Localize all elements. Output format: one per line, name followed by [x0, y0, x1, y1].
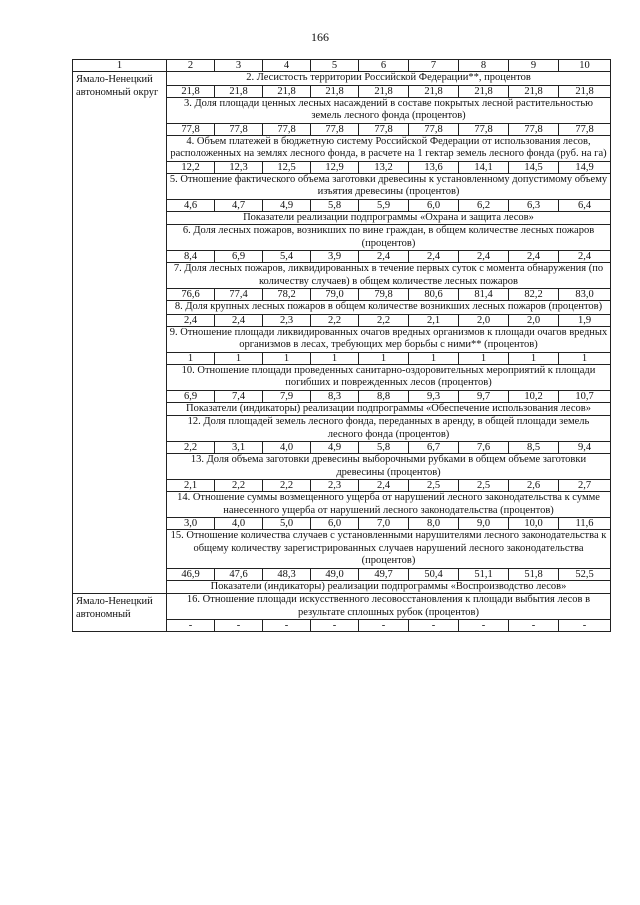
value-cell: 7,6: [459, 442, 509, 454]
section-title: 9. Отношение площади ликвидированных очагов вредных организмов к площади очагов вредных организмов в лесах, требующих мер борьбы с ними** (процентов): [167, 326, 611, 352]
value-cell: 77,8: [263, 123, 311, 135]
header-cell: 9: [509, 60, 559, 72]
region-cell: [73, 594, 167, 632]
value-cell: 46,9: [167, 568, 215, 580]
value-cell: 6,2: [459, 199, 509, 211]
value-cell: 5,4: [263, 251, 311, 263]
value-cell: 2,1: [409, 314, 459, 326]
section-title: 13. Доля объема заготовки древесины выборочными рубками в общем объеме заготовки древесины (процентов): [167, 454, 611, 480]
value-cell: 2,3: [311, 480, 359, 492]
value-cell: 7,9: [263, 390, 311, 402]
value-cell: 48,3: [263, 568, 311, 580]
value-cell: 2,2: [167, 442, 215, 454]
value-cell: 79,0: [311, 289, 359, 301]
value-cell: 13,2: [359, 161, 409, 173]
header-cell: 8: [459, 60, 509, 72]
value-cell: 52,5: [559, 568, 611, 580]
section-title-row: [73, 594, 611, 620]
value-cell: -: [559, 620, 611, 632]
value-cell: 2,0: [509, 314, 559, 326]
value-cell: 1: [509, 352, 559, 364]
value-cell: 2,2: [215, 480, 263, 492]
value-cell: 21,8: [509, 85, 559, 97]
header-cell: 4: [263, 60, 311, 72]
value-cell: -: [509, 620, 559, 632]
value-cell: 14,1: [459, 161, 509, 173]
value-cell: 21,8: [459, 85, 509, 97]
header-cell: 10: [559, 60, 611, 72]
value-cell: 14,9: [559, 161, 611, 173]
value-cell: 21,8: [311, 85, 359, 97]
value-cell: 50,4: [409, 568, 459, 580]
value-cell: 21,8: [263, 85, 311, 97]
value-cell: 6,4: [559, 199, 611, 211]
section-title: 7. Доля лесных пожаров, ликвидированных в течение первых суток с момента обнаружения (по количеству случаев) в общем количестве лесных пожаров: [167, 263, 611, 289]
value-cell: 51,1: [459, 568, 509, 580]
section-title: 8. Доля крупных лесных пожаров в общем количестве возникших лесных пожаров (процентов): [167, 301, 611, 315]
value-cell: 2,1: [167, 480, 215, 492]
value-cell: 2,5: [409, 480, 459, 492]
header-cell: 1: [73, 60, 167, 72]
value-cell: 21,8: [215, 85, 263, 97]
value-cell: 6,9: [167, 390, 215, 402]
value-cell: 4,9: [263, 199, 311, 211]
region-cell: [73, 72, 167, 442]
value-cell: 2,3: [263, 314, 311, 326]
value-cell: 8,8: [359, 390, 409, 402]
value-cell: 6,9: [215, 251, 263, 263]
value-cell: 1: [215, 352, 263, 364]
value-cell: 76,6: [167, 289, 215, 301]
value-cell: 7,4: [215, 390, 263, 402]
value-cell: 2,4: [409, 251, 459, 263]
value-cell: 77,8: [459, 123, 509, 135]
section-title: Показатели реализации подпрограммы «Охрана и защита лесов»: [167, 211, 611, 225]
header-cell: 5: [311, 60, 359, 72]
value-cell: 77,8: [215, 123, 263, 135]
value-cell: 49,7: [359, 568, 409, 580]
value-cell: 3,0: [167, 518, 215, 530]
value-cell: 14,5: [509, 161, 559, 173]
value-cell: 21,8: [167, 85, 215, 97]
value-cell: 9,7: [459, 390, 509, 402]
value-cell: 2,4: [559, 251, 611, 263]
value-cell: 81,4: [459, 289, 509, 301]
value-cell: 12,9: [311, 161, 359, 173]
value-cell: 79,8: [359, 289, 409, 301]
value-cell: 8,3: [311, 390, 359, 402]
value-cell: 83,0: [559, 289, 611, 301]
section-title: 6. Доля лесных пожаров, возникших по вине граждан, в общем количестве лесных пожаров (процентов): [167, 225, 611, 251]
page-number: 166: [311, 30, 329, 44]
section-title: 4. Объем платежей в бюджетную систему Российской Федерации от использования лесов, расположенных на землях лесного фонда, в расчете на 1 гектар земель лесного фонда (руб. на га): [167, 135, 611, 161]
value-cell: 1: [311, 352, 359, 364]
value-cell: 5,9: [359, 199, 409, 211]
section-title: 16. Отношение площади искусственного лесовосстановления к площади выбытия лесов в результате сплошных рубок (процентов): [167, 594, 611, 620]
value-cell: 6,0: [311, 518, 359, 530]
value-cell: 1: [359, 352, 409, 364]
value-cell: 21,8: [559, 85, 611, 97]
value-cell: 10,0: [509, 518, 559, 530]
value-cell: 6,0: [409, 199, 459, 211]
value-cell: 9,0: [459, 518, 509, 530]
value-cell: 77,8: [509, 123, 559, 135]
value-cell: 2,2: [359, 314, 409, 326]
value-cell: 2,4: [167, 314, 215, 326]
value-cell: 4,7: [215, 199, 263, 211]
value-cell: 9,4: [559, 442, 611, 454]
section-title-row: [73, 72, 611, 86]
section-title: 12. Доля площадей земель лесного фонда, переданных в аренду, в общей площади земель лесного фонда (процентов): [167, 416, 611, 442]
value-cell: 10,7: [559, 390, 611, 402]
value-cell: 8,4: [167, 251, 215, 263]
value-cell: 3,1: [215, 442, 263, 454]
table-header-row: [73, 60, 611, 72]
value-cell: 1: [459, 352, 509, 364]
value-cell: 8,0: [409, 518, 459, 530]
value-cell: 2,4: [359, 480, 409, 492]
value-cell: 2,4: [359, 251, 409, 263]
header-cell: 3: [215, 60, 263, 72]
value-cell: 4,6: [167, 199, 215, 211]
header-cell: 7: [409, 60, 459, 72]
value-cell: 5,0: [263, 518, 311, 530]
value-cell: 1: [409, 352, 459, 364]
value-cell: 77,8: [311, 123, 359, 135]
value-cell: 9,3: [409, 390, 459, 402]
indicator-table: [72, 59, 610, 632]
value-cell: 4,0: [215, 518, 263, 530]
section-title: 15. Отношение количества случаев с установленными нарушителями лесного законодательства к общему количеству зарегистрированных случаев нарушений лесного законодательства (процентов): [167, 530, 611, 569]
value-cell: 2,4: [509, 251, 559, 263]
header-cell: 2: [167, 60, 215, 72]
value-cell: 2,2: [311, 314, 359, 326]
section-title: 3. Доля площади ценных лесных насаждений в составе покрытых лесной растительностью земель лесного фонда (процентов): [167, 97, 611, 123]
value-cell: 82,2: [509, 289, 559, 301]
value-cell: 78,2: [263, 289, 311, 301]
value-cell: -: [459, 620, 509, 632]
value-cell: 6,7: [409, 442, 459, 454]
value-cell: 21,8: [409, 85, 459, 97]
value-cell: 4,0: [263, 442, 311, 454]
value-cell: 2,4: [215, 314, 263, 326]
value-cell: 5,8: [359, 442, 409, 454]
value-cell: 10,2: [509, 390, 559, 402]
value-cell: -: [359, 620, 409, 632]
value-cell: 1,9: [559, 314, 611, 326]
value-cell: 2,6: [509, 480, 559, 492]
value-cell: -: [263, 620, 311, 632]
value-cell: -: [167, 620, 215, 632]
region-label: Ямало-Ненецкий автономный округ: [76, 74, 159, 98]
values-row: [73, 442, 611, 454]
value-cell: 77,4: [215, 289, 263, 301]
value-cell: 12,3: [215, 161, 263, 173]
value-cell: 49,0: [311, 568, 359, 580]
value-cell: 3,9: [311, 251, 359, 263]
section-title: 5. Отношение фактического объема заготовки древесины к установленному допустимому объему изъятия древесины (процентов): [167, 173, 611, 199]
value-cell: 2,4: [459, 251, 509, 263]
value-cell: 51,8: [509, 568, 559, 580]
section-title: Показатели (индикаторы) реализации подпрограммы «Обеспечение использования лесов»: [167, 402, 611, 416]
value-cell: 4,9: [311, 442, 359, 454]
value-cell: 8,5: [509, 442, 559, 454]
value-cell: 12,2: [167, 161, 215, 173]
value-cell: 80,6: [409, 289, 459, 301]
value-cell: 77,8: [167, 123, 215, 135]
value-cell: 12,5: [263, 161, 311, 173]
value-cell: 2,2: [263, 480, 311, 492]
value-cell: 2,5: [459, 480, 509, 492]
value-cell: 11,6: [559, 518, 611, 530]
value-cell: 1: [559, 352, 611, 364]
value-cell: 5,8: [311, 199, 359, 211]
value-cell: -: [409, 620, 459, 632]
value-cell: 47,6: [215, 568, 263, 580]
value-cell: 7,0: [359, 518, 409, 530]
section-title: 10. Отношение площади проведенных санитарно-оздоровительных мероприятий к площади погибших и поврежденных лесов (процентов): [167, 364, 611, 390]
header-cell: 6: [359, 60, 409, 72]
value-cell: 21,8: [359, 85, 409, 97]
value-cell: 6,3: [509, 199, 559, 211]
value-cell: 77,8: [559, 123, 611, 135]
value-cell: 77,8: [359, 123, 409, 135]
value-cell: 77,8: [409, 123, 459, 135]
value-cell: 2,7: [559, 480, 611, 492]
value-cell: -: [311, 620, 359, 632]
value-cell: 2,0: [459, 314, 509, 326]
value-cell: 1: [263, 352, 311, 364]
value-cell: -: [215, 620, 263, 632]
value-cell: 1: [167, 352, 215, 364]
region-label: Ямало-Ненецкий автономный: [76, 596, 153, 620]
region-cell-empty: [73, 442, 167, 594]
section-title: 2. Лесистость территории Российской Федерации**, процентов: [167, 72, 611, 86]
section-title: Показатели (индикаторы) реализации подпрограммы «Воспроизводство лесов»: [167, 580, 611, 594]
section-title: 14. Отношение суммы возмещенного ущерба от нарушений лесного законодательства к сумме нанесенного ущерба от нарушений лесного законодательства (процентов): [167, 492, 611, 518]
value-cell: 13,6: [409, 161, 459, 173]
